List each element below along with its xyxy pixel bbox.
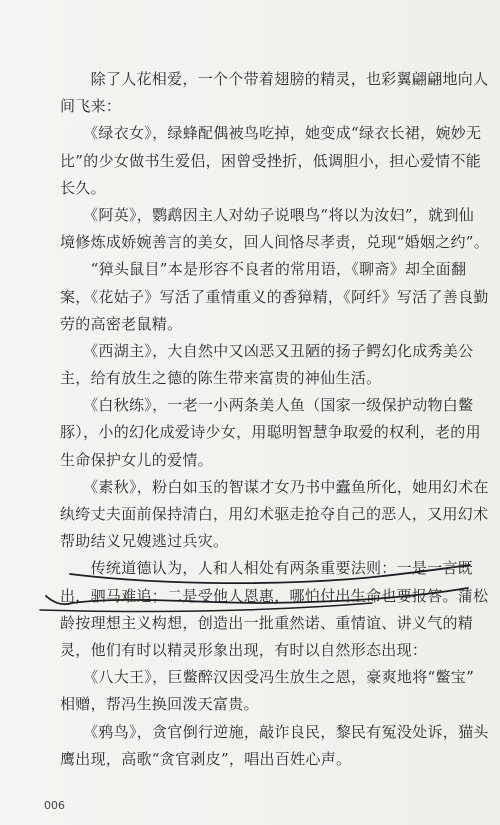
text-line: 传统道德认为，人和人相处有两条重要法则：一是一言既 (60, 559, 474, 578)
text-line: 长久。 (60, 178, 106, 197)
text-line: 相赠，帮冯生换回泼天富贵。 (60, 695, 259, 714)
text-line: 龄按理想主义构想，创造出一批重然诺、重情谊、讲义气的精 (60, 613, 474, 632)
text-line: 《白秋练》，一老一小两条美人鱼（国家一级保护动物白鳖 (60, 396, 474, 415)
text-line: “獐头鼠目”本是形容不良者的常用语，《聊斋》却全面翻 (60, 260, 467, 279)
text-line: 鹰出现，高歌“贪官剥皮”，唱出百姓心声。 (60, 749, 352, 768)
body-text (60, 66, 490, 773)
text-line: 《鸦鸟》，贪官倒行逆施，敲诈良民，黎民有冤没处诉，猫头 (60, 722, 489, 741)
text-line: 《西湖主》，大自然中又凶恶又丑陋的扬子鳄幻化成秀美公 (60, 341, 474, 360)
text-line: 主，给有放生之德的陈生带来富贵的神仙生活。 (60, 369, 382, 388)
text-line: 灵，他们有时以精灵形象出现，有时以自然形态出现： (60, 640, 428, 659)
text-line: 除了人花相爱，一个个带着翅膀的精灵，也彩翼翩翩地向人 (60, 70, 489, 88)
page-number: 006 (44, 799, 65, 812)
text-line: 豚），小的幻化成爱诗少女，用聪明智慧争取爱的权利，老的用 (60, 423, 481, 442)
text-line: 出，驷马难追；二是受他人恩惠，哪怕付出生命也要报答。蒲松 (60, 586, 489, 605)
text-line: 间飞来： (60, 97, 122, 116)
text-line: 《八大王》，巨鳖醉汉因受冯生放生之恩，豪爽地将“鳖宝” (60, 668, 475, 687)
text-line: 《阿英》，鹦鹉因主人对幼子说喂鸟“将以为汝妇”，就到仙 (60, 205, 475, 224)
text-line: 《绿衣女》，绿蜂配偶被鸟吃掉，她变成“绿衣长裙，婉妙无 (60, 124, 482, 143)
text-line: 比”的少女做书生爱侣，困曾受挫折，低调胆小，担心爱情不能 (60, 151, 482, 170)
text-line: 境修炼成娇婉善言的美女，回人间恪尽孝责，兑现“婚姻之约”。 (60, 233, 490, 252)
text-line: 劳的高密老鼠精。 (60, 314, 183, 333)
text-line: 《素秋》，粉白如玉的智谋才女乃书中蠹鱼所化，她用幻术在 (60, 477, 489, 496)
text-line: 案，《花姑子》写活了重情重义的香獐精，《阿纤》写活了善良勤 (60, 287, 489, 306)
text-line: 纨绔丈夫面前保持清白，用幻术驱走抢夺自己的恶人，又用幻术 (60, 505, 489, 523)
text-line: 生命保护女儿的爱情。 (60, 450, 214, 469)
text-line: 帮助结义兄嫂逃过兵灾。 (60, 532, 229, 551)
